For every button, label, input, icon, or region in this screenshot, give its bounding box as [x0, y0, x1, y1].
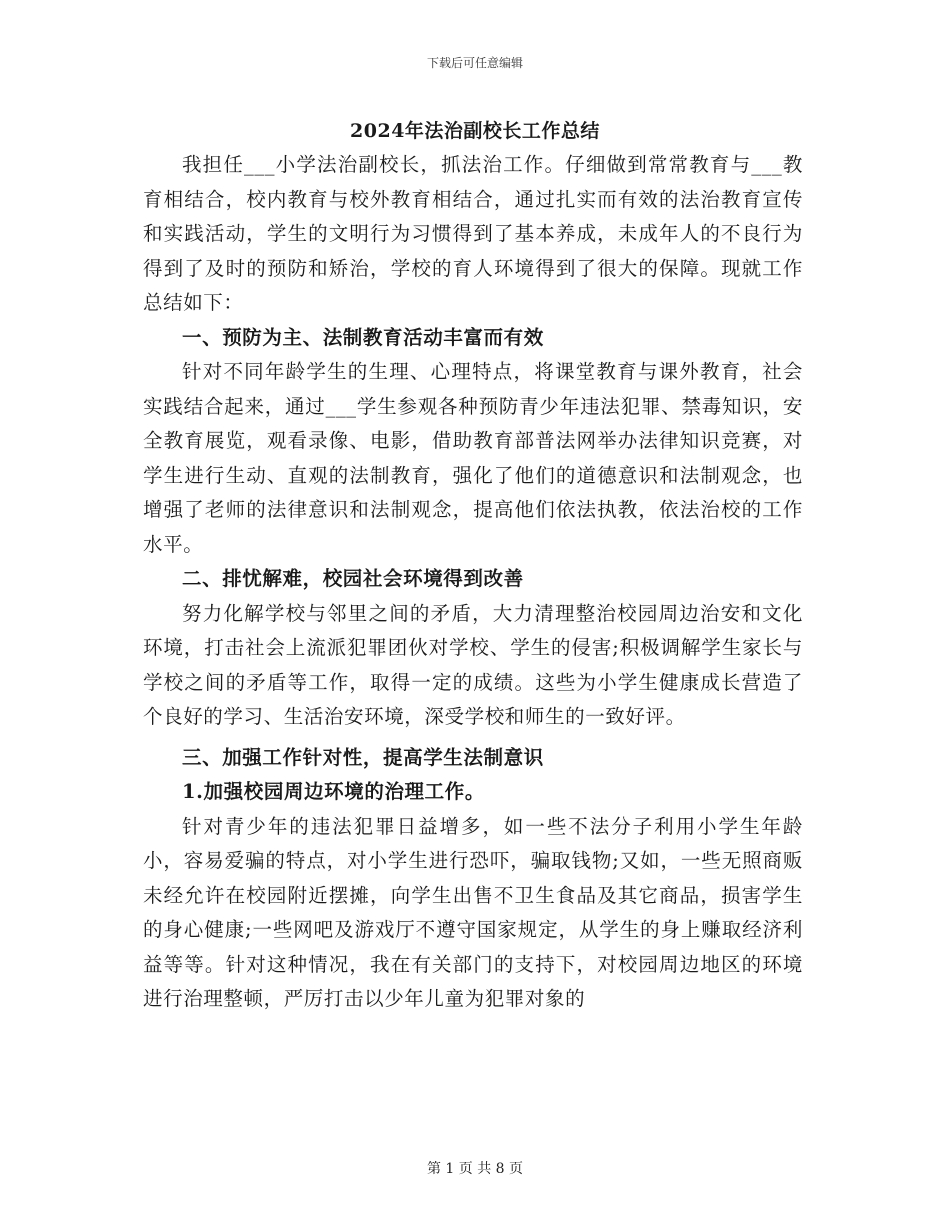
section-1-paragraph: 针对不同年龄学生的生理、心理特点，将课堂教育与课外教育，社会实践结合起来，通过___学生参观各种预防青少年违法犯罪、禁毒知识，安全教育展览，观看录像、电影，借助教育部普法网举办法律知识竞赛，对学生进行生动、直观的法制教育，强化了他们的道德意识和法制观念，也增强了老师的法律意识和法制观念，提高他们依法执教，依法治校的工作水平。: [143, 360, 803, 556]
section-2-heading: 二、排忧解难，校园社会环境得到改善: [182, 567, 524, 590]
intro-paragraph: 我担任___小学法治副校长，抓法治工作。仔细做到常常教育与___教育相结合，校内教育与校外教育相结合，通过扎实而有效的法治教育宣传和实践活动，学生的文明行为习惯得到了基本养成，未成年人的不良行为得到了及时的预防和矫治，学校的育人环境得到了很大的保障。现就工作总结如下：: [143, 153, 803, 314]
section-3-subheading: 1.加强校园周边环境的治理工作。: [182, 780, 485, 803]
page-footer: 第 1 页 共 8 页: [426, 1161, 524, 1177]
section-3-paragraph: 针对青少年的违法犯罪日益增多，如一些不法分子利用小学生年龄小，容易爱骗的特点，对小学生进行恐吓，骗取钱物;又如，一些无照商贩未经允许在校园附近摆摊，向学生出售不卫生食品及其它商品，损害学生的身心健康;一些网吧及游戏厅不遵守国家规定，从学生的身上赚取经济利益等等。针对这种情况，我在有关部门的支持下，对校园周边地区的环境进行治理整顿，严厉打击以少年儿童为犯罪对象的: [143, 814, 803, 1010]
header-note: 下载后可任意编辑: [426, 56, 523, 70]
document-title: 2024年法治副校长工作总结: [350, 120, 600, 142]
document-body: [143, 148, 803, 1017]
section-3-heading: 三、加强工作针对性，提高学生法制意识: [182, 745, 544, 769]
section-2-paragraph: 努力化解学校与邻里之间的矛盾，大力清理整治校园周边治安和文化环境，打击社会上流派犯罪团伙对学校、学生的侵害;积极调解学生家长与学校之间的矛盾等工作，取得一定的成绩。这些为小学生健康成长营造了个良好的学习、生活治安环境，深受学校和师生的一致好评。: [143, 601, 803, 728]
section-1-heading: 一、预防为主、法制教育活动丰富而有效: [182, 325, 544, 349]
